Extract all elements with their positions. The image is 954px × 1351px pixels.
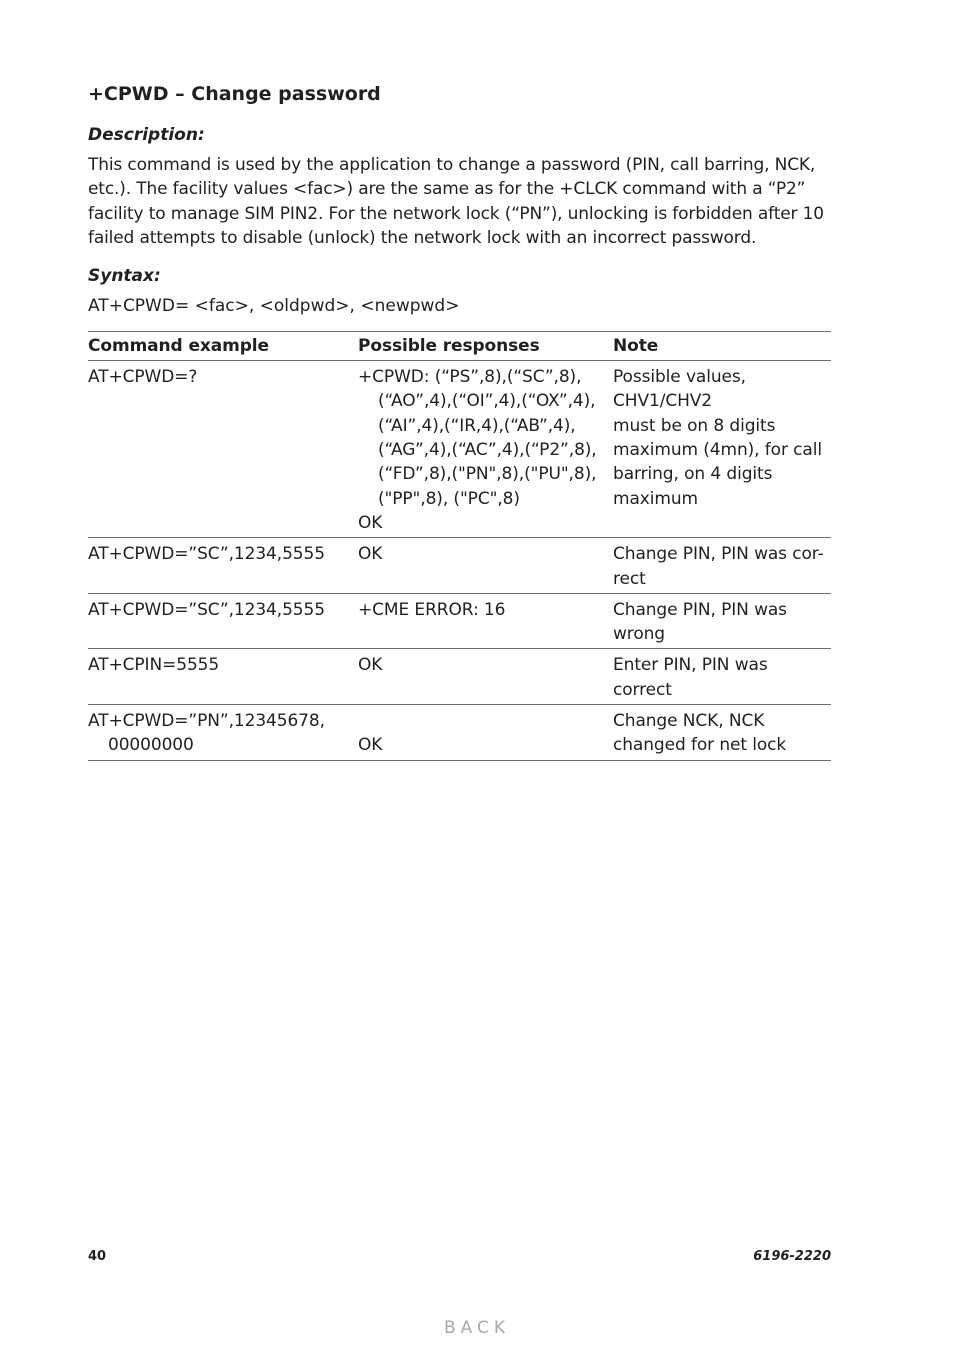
note-cell xyxy=(613,705,831,761)
document-page xyxy=(88,80,831,761)
note-text: Change PIN, PIN was xyxy=(613,599,787,620)
table-header-row xyxy=(88,332,831,361)
note-text: changed for net lock xyxy=(613,735,787,756)
command-cell xyxy=(88,593,358,649)
command-text: 00000000 xyxy=(108,735,194,756)
back-link[interactable]: BACK xyxy=(443,1318,510,1338)
note-text: must be on 8 digits xyxy=(613,415,776,436)
table-row xyxy=(88,705,831,761)
description-label: Description: xyxy=(88,125,205,145)
command-text: AT+CPWD=? xyxy=(88,367,198,388)
syntax-text: AT+CPWD= <fac>, <oldpwd>, <newpwd> xyxy=(88,296,460,317)
command-text: AT+CPWD=”SC”,1234,5555 xyxy=(88,544,325,565)
note-text: correct xyxy=(613,679,672,700)
header-command-example: Command example xyxy=(88,332,358,361)
note-text: Possible values, xyxy=(613,367,746,388)
response-text: OK xyxy=(358,735,383,756)
note-cell xyxy=(613,361,831,538)
responses-cell xyxy=(358,705,613,761)
command-text: AT+CPWD=”SC”,1234,5555 xyxy=(88,599,325,620)
response-text: OK xyxy=(358,544,383,565)
response-text: +CME ERROR: 16 xyxy=(358,599,506,620)
table-row xyxy=(88,649,831,705)
note-text: maximum xyxy=(613,488,698,509)
command-cell xyxy=(88,705,358,761)
response-text: (“FD”,8),("PN",8),("PU",8), xyxy=(378,464,597,485)
syntax-label: Syntax: xyxy=(88,266,161,287)
note-text: Enter PIN, PIN was xyxy=(613,655,768,676)
note-text: barring, on 4 digits xyxy=(613,464,773,485)
note-text: wrong xyxy=(613,624,665,645)
response-text xyxy=(358,709,613,733)
description-line: etc.). The facility values <fac>) are the same as for the +CLCK command with a “P2” xyxy=(88,179,806,200)
response-text: (“AG”,4),(“AC”,4),(“P2”,8), xyxy=(378,440,597,461)
response-text: +CPWD: (“PS”,8),(“SC”,8), xyxy=(358,367,582,388)
response-text: (“AO”,4),(“OI”,4),(“OX”,4), xyxy=(378,391,596,412)
description-line: This command is used by the application to change a password (PIN, call barring, NCK, xyxy=(88,155,816,175)
response-text: (“AI”,4),(“IR,4),(“AB”,4), xyxy=(378,415,576,436)
command-cell xyxy=(88,649,358,705)
response-text: OK xyxy=(358,512,383,533)
table-row xyxy=(88,361,831,538)
command-cell xyxy=(88,361,358,538)
note-cell xyxy=(613,649,831,705)
page-number: 40 xyxy=(88,1249,107,1264)
note-text: maximum (4mn), for call xyxy=(613,440,822,461)
page-title: +CPWD – Change password xyxy=(88,83,381,105)
note-text: Change NCK, NCK xyxy=(613,711,765,732)
description-line: failed attempts to disable (unlock) the network lock with an incorrect password. xyxy=(88,227,757,248)
table-row xyxy=(88,538,831,594)
responses-cell xyxy=(358,649,613,705)
note-text: rect xyxy=(613,568,646,589)
description-text xyxy=(88,153,831,250)
responses-cell xyxy=(358,361,613,538)
header-note: Note xyxy=(613,332,831,361)
note-cell xyxy=(613,538,831,594)
document-number: 6196-2220 xyxy=(753,1249,831,1264)
description-line: facility to manage SIM PIN2. For the network lock (“PN”), unlocking is forbidden after 10 xyxy=(88,203,824,224)
command-text: AT+CPWD=”PN”,12345678, xyxy=(88,711,325,732)
command-table xyxy=(88,331,831,760)
command-text: AT+CPIN=5555 xyxy=(88,655,220,676)
note-text: Change PIN, PIN was cor- xyxy=(613,544,824,565)
response-text: OK xyxy=(358,655,383,676)
note-cell xyxy=(613,593,831,649)
response-text: ("PP",8), ("PC",8) xyxy=(378,488,520,509)
responses-cell xyxy=(358,538,613,594)
header-possible-responses: Possible responses xyxy=(358,332,613,361)
responses-cell xyxy=(358,593,613,649)
table-row xyxy=(88,593,831,649)
command-cell xyxy=(88,538,358,594)
note-text: CHV1/CHV2 xyxy=(613,391,713,412)
